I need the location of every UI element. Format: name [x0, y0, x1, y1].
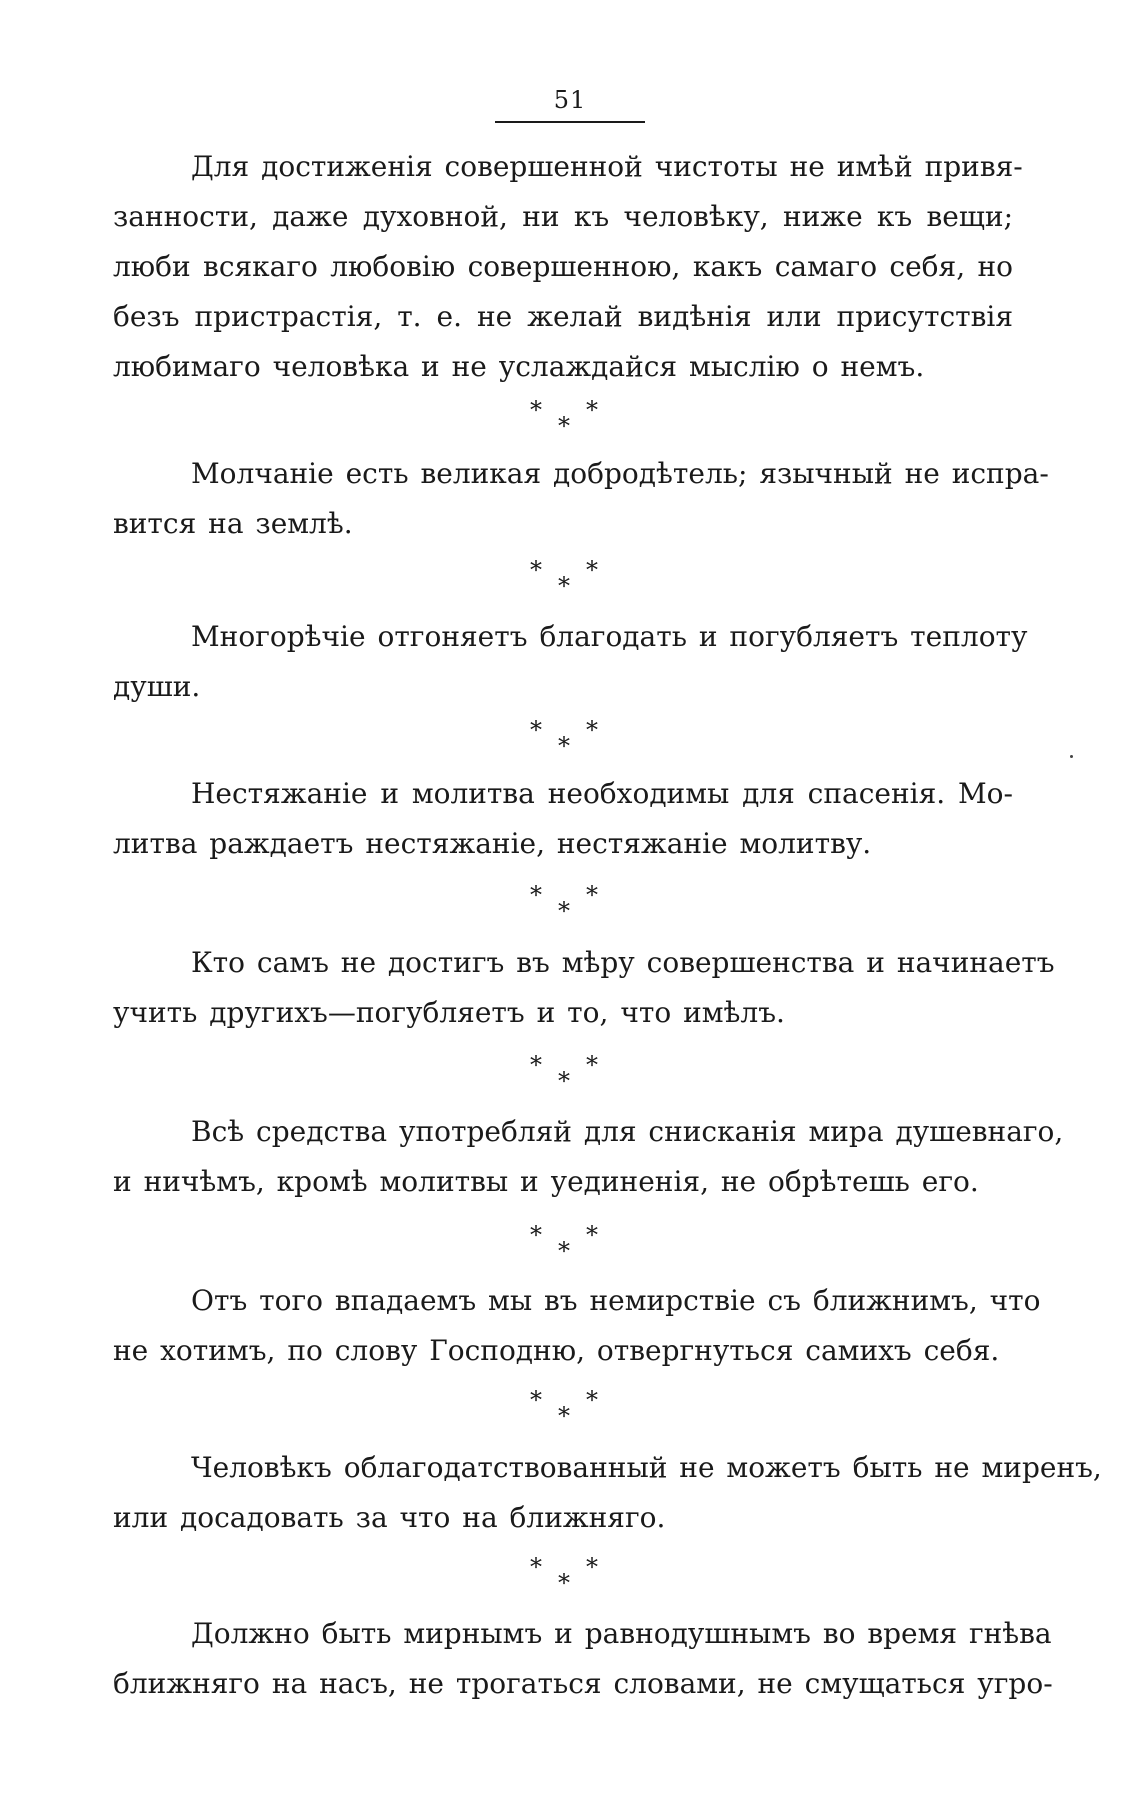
asterism-star: * [586, 1051, 598, 1079]
paragraph-line: литва раждаетъ нестяжаніе, нестяжаніе молитву. [113, 827, 872, 860]
asterism-divider [530, 1051, 600, 1095]
paper-speck [1070, 755, 1073, 758]
asterism-star: * [558, 1569, 570, 1597]
paragraph-line: души. [113, 670, 201, 703]
paragraph-line: занности, даже духовной, ни къ человѣку, ниже къ вещи; [113, 200, 1013, 233]
header-rule [495, 121, 645, 123]
paragraph-line: или досадовать за что на ближняго. [113, 1501, 666, 1534]
paragraph-line: Должно быть мирнымъ и равнодушнымъ во время гнѣва [191, 1617, 1052, 1650]
paragraph-line: люби всякаго любовію совершенною, какъ самаго себя, но [113, 250, 1013, 283]
paragraph-line: и ничѣмъ, кромѣ молитвы и уединенія, не обрѣтешь его. [113, 1165, 979, 1198]
asterism-divider [530, 881, 600, 925]
paragraph [113, 938, 1055, 1038]
asterism-star: * [586, 1221, 598, 1249]
asterism-star: * [586, 881, 598, 909]
asterism-divider [530, 1386, 600, 1430]
paragraph-line: Молчаніе есть великая добродѣтель; язычный не испра- [191, 457, 1049, 490]
paragraph-line: Для достиженія совершенной чистоты не имѣй привя- [191, 150, 1023, 183]
paragraph-line: не хотимъ, по слову Господню, отвергнуться самихъ себя. [113, 1334, 1000, 1367]
asterism-star: * [530, 716, 542, 744]
asterism-divider [530, 556, 600, 600]
asterism-star: * [558, 1067, 570, 1095]
paragraph-line: вится на землѣ. [113, 507, 353, 540]
asterism-star: * [586, 1386, 598, 1414]
asterism-divider [530, 1221, 600, 1265]
paragraph [113, 1609, 1053, 1709]
paragraph [113, 449, 1049, 549]
paragraph [113, 142, 1023, 392]
paragraph-line: Кто самъ не достигъ въ мѣру совершенства и начинаетъ [191, 946, 1055, 979]
asterism-star: * [558, 1402, 570, 1430]
asterism-star: * [586, 556, 598, 584]
asterism-divider [530, 1553, 600, 1597]
asterism-star: * [558, 1237, 570, 1265]
asterism-star: * [586, 1553, 598, 1581]
asterism-star: * [530, 1386, 542, 1414]
paragraph-line: Нестяжаніе и молитва необходимы для спасенія. Мо- [191, 777, 1013, 810]
asterism-star: * [558, 412, 570, 440]
paragraph-line: ближняго на насъ, не трогаться словами, не смущаться угро- [113, 1667, 1053, 1700]
paragraph-line: Многорѣчіе отгоняетъ благодать и погубляетъ теплоту [191, 620, 1028, 653]
asterism-star: * [586, 396, 598, 424]
asterism-divider [530, 396, 600, 440]
paragraph-line: Всѣ средства употребляй для снисканія мира душевнаго, [191, 1115, 1064, 1148]
paragraph [113, 1276, 1041, 1376]
paragraph [113, 769, 1013, 869]
asterism-star: * [530, 881, 542, 909]
asterism-star: * [530, 1051, 542, 1079]
asterism-star: * [530, 396, 542, 424]
asterism-star: * [530, 1221, 542, 1249]
asterism-star: * [558, 897, 570, 925]
paragraph-line: любимаго человѣка и не услаждайся мыслію о немъ. [113, 350, 925, 383]
paragraph-line: Человѣкъ облагодатствованный не можетъ быть не миренъ, [191, 1451, 1102, 1484]
paragraph [113, 1443, 1102, 1543]
asterism-star: * [586, 716, 598, 744]
paragraph [113, 612, 1028, 712]
paragraph [113, 1107, 1064, 1207]
page-number: 51 [553, 86, 587, 114]
paragraph-line: Отъ того впадаемъ мы въ немирствіе съ ближнимъ, что [191, 1284, 1041, 1317]
asterism-star: * [558, 732, 570, 760]
paragraph-line: безъ пристрастія, т. е. не желай видѣнія или присутствія [113, 300, 1013, 333]
asterism-divider [530, 716, 600, 760]
asterism-star: * [530, 556, 542, 584]
paragraph-line: учить другихъ—погубляетъ и то, что имѣлъ. [113, 996, 785, 1029]
asterism-star: * [530, 1553, 542, 1581]
asterism-star: * [558, 572, 570, 600]
